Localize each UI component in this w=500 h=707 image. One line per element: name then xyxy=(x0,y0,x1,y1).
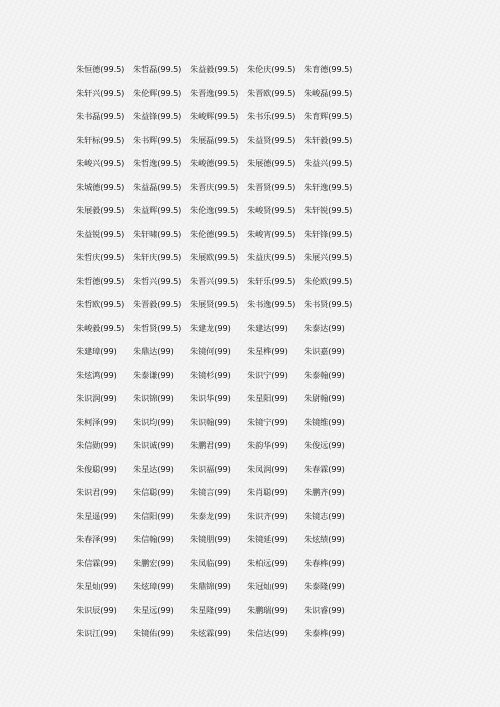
table-row xyxy=(76,270,361,294)
name-cell xyxy=(304,246,361,270)
name-cell xyxy=(76,317,133,341)
name-cell xyxy=(247,129,304,153)
name-cell xyxy=(190,575,247,599)
name-cell xyxy=(190,270,247,294)
name-cell xyxy=(133,270,190,294)
name-cell xyxy=(76,599,133,623)
name-cell xyxy=(133,387,190,411)
name-entry: 朱信翰(99) xyxy=(133,534,174,544)
name-entry: 朱识嘉(99) xyxy=(304,346,345,356)
name-cell xyxy=(190,481,247,505)
name-cell xyxy=(304,317,361,341)
name-cell xyxy=(190,246,247,270)
name-cell xyxy=(304,481,361,505)
name-cell xyxy=(76,528,133,552)
table-row xyxy=(76,129,361,153)
name-entry: 朱晋欧(99.5) xyxy=(247,87,296,98)
name-cell xyxy=(247,152,304,176)
table-row xyxy=(76,152,361,176)
name-entry: 朱伦逸(99.5) xyxy=(190,205,239,215)
name-cell xyxy=(76,270,133,294)
name-cell xyxy=(76,199,133,223)
name-entry: 朱春泽(99) xyxy=(76,534,117,544)
name-cell xyxy=(190,505,247,529)
name-cell xyxy=(133,58,190,82)
name-cell xyxy=(304,293,361,317)
name-cell xyxy=(76,152,133,176)
name-cell xyxy=(133,152,190,176)
name-entry: 朱柏远(99) xyxy=(247,557,288,568)
name-cell xyxy=(247,364,304,388)
name-entry: 朱晋毅(99.5) xyxy=(133,299,182,309)
name-entry: 朱轩啸(99.5) xyxy=(133,228,182,239)
name-entry: 朱鹏瑞(99) xyxy=(247,604,288,615)
name-cell xyxy=(304,129,361,153)
name-entry: 朱峻兴(99.5) xyxy=(76,158,125,168)
name-entry: 朱轩毅(99.5) xyxy=(304,134,353,145)
name-cell xyxy=(133,317,190,341)
name-entry: 朱书逸(99.5) xyxy=(247,299,296,309)
name-cell xyxy=(304,270,361,294)
name-entry: 朱伦庆(99.5) xyxy=(247,64,296,74)
table-row xyxy=(76,199,361,223)
name-cell xyxy=(190,552,247,576)
name-entry: 朱尉翰(99) xyxy=(304,393,345,403)
name-entry: 朱哲兴(99.5) xyxy=(133,275,182,286)
name-entry: 朱鹏君(99) xyxy=(190,440,231,450)
name-entry: 朱伦欧(99.5) xyxy=(304,275,353,286)
table-row xyxy=(76,317,361,341)
name-cell xyxy=(76,58,133,82)
name-cell xyxy=(247,82,304,106)
name-entry: 朱益锐(99.5) xyxy=(76,228,125,239)
name-entry: 朱春霖(99) xyxy=(304,463,345,474)
name-entry: 朱哲德(99.5) xyxy=(76,275,125,286)
name-cell xyxy=(133,411,190,435)
table-row xyxy=(76,387,361,411)
name-cell xyxy=(133,458,190,482)
table-row xyxy=(76,411,361,435)
name-entry: 朱识华(99) xyxy=(190,393,231,403)
name-cell xyxy=(304,528,361,552)
name-cell xyxy=(247,505,304,529)
name-entry: 朱镜延(99) xyxy=(247,534,288,544)
name-cell xyxy=(76,481,133,505)
name-entry: 朱泰龙(99) xyxy=(190,510,231,521)
name-cell xyxy=(247,270,304,294)
name-cell xyxy=(76,434,133,458)
name-entry: 朱星灿(99) xyxy=(76,581,117,591)
name-entry: 朱育德(99.5) xyxy=(304,64,353,74)
name-cell xyxy=(76,364,133,388)
name-cell xyxy=(190,458,247,482)
name-entry: 朱城德(99.5) xyxy=(76,181,125,192)
name-entry: 朱星达(99) xyxy=(133,463,174,474)
name-entry: 朱泰谦(99) xyxy=(133,369,174,380)
name-entry: 朱益磊(99.5) xyxy=(133,181,182,192)
name-cell xyxy=(133,176,190,200)
name-entry: 朱识翰(99) xyxy=(190,416,231,427)
table-row xyxy=(76,246,361,270)
name-entry: 朱峻磊(99.5) xyxy=(304,87,353,98)
name-cell xyxy=(247,176,304,200)
name-entry: 朱泰隆(99) xyxy=(304,581,345,591)
name-entry: 朱哲欧(99.5) xyxy=(76,299,125,309)
name-entry: 朱识诚(99) xyxy=(133,440,174,450)
name-entry: 朱肖聪(99) xyxy=(247,487,288,497)
name-entry: 朱信聪(99) xyxy=(133,487,174,497)
name-cell xyxy=(133,105,190,129)
name-cell xyxy=(76,458,133,482)
name-entry: 朱轩锋(99.5) xyxy=(304,228,353,239)
name-cell xyxy=(247,58,304,82)
name-cell xyxy=(76,82,133,106)
name-cell xyxy=(133,599,190,623)
table-row xyxy=(76,105,361,129)
name-cell xyxy=(247,387,304,411)
name-cell xyxy=(304,622,361,646)
name-cell xyxy=(190,528,247,552)
name-cell xyxy=(76,387,133,411)
table-row xyxy=(76,176,361,200)
name-cell xyxy=(190,176,247,200)
name-cell xyxy=(304,340,361,364)
name-cell xyxy=(304,364,361,388)
name-entry: 朱凤润(99) xyxy=(247,463,288,474)
name-entry: 朱展欧(99.5) xyxy=(190,252,239,262)
name-cell xyxy=(304,176,361,200)
name-entry: 朱哲贤(99.5) xyxy=(133,322,182,333)
table-row xyxy=(76,82,361,106)
name-cell xyxy=(190,387,247,411)
name-cell xyxy=(247,105,304,129)
name-cell xyxy=(304,599,361,623)
name-entry: 朱建龙(99) xyxy=(190,322,231,333)
table-row xyxy=(76,293,361,317)
name-cell xyxy=(76,293,133,317)
name-cell xyxy=(247,599,304,623)
name-entry: 朱益庆(99.5) xyxy=(247,252,296,262)
name-cell xyxy=(304,58,361,82)
name-entry: 朱冠灿(99) xyxy=(247,581,288,591)
name-entry: 朱峻辉(99.5) xyxy=(190,111,239,121)
name-entry: 朱识齐(99) xyxy=(247,510,288,521)
name-entry: 朱峻毅(99.5) xyxy=(76,322,125,333)
name-cell xyxy=(133,223,190,247)
name-cell xyxy=(133,505,190,529)
name-entry: 朱建璋(99) xyxy=(76,346,117,356)
name-cell xyxy=(304,199,361,223)
name-entry: 朱识润(99) xyxy=(76,393,117,403)
name-entry: 朱泰桦(99) xyxy=(304,628,345,638)
name-cell xyxy=(76,411,133,435)
name-cell xyxy=(247,552,304,576)
name-entry: 朱镜维(99) xyxy=(304,416,345,427)
name-entry: 朱展兴(99.5) xyxy=(304,252,353,262)
table-row xyxy=(76,528,361,552)
names-table xyxy=(76,58,361,646)
table-row xyxy=(76,599,361,623)
name-cell xyxy=(304,505,361,529)
name-cell xyxy=(133,434,190,458)
name-entry: 朱信霖(99) xyxy=(76,557,117,568)
name-cell xyxy=(247,528,304,552)
name-entry: 朱炫绩(99) xyxy=(304,534,345,544)
name-cell xyxy=(133,246,190,270)
name-entry: 朱炫璋(99) xyxy=(133,581,174,591)
name-cell xyxy=(76,176,133,200)
table-row xyxy=(76,434,361,458)
name-cell xyxy=(190,82,247,106)
name-entry: 朱泰翰(99) xyxy=(304,369,345,380)
name-entry: 朱识福(99) xyxy=(190,463,231,474)
name-entry: 朱益毅(99.5) xyxy=(190,64,239,74)
name-entry: 朱晋逸(99.5) xyxy=(190,87,239,98)
name-cell xyxy=(76,622,133,646)
name-cell xyxy=(133,129,190,153)
name-cell xyxy=(247,223,304,247)
name-cell xyxy=(190,411,247,435)
name-cell xyxy=(190,317,247,341)
name-entry: 朱炫鸿(99) xyxy=(76,369,117,380)
name-entry: 朱星桦(99) xyxy=(247,346,288,356)
name-cell xyxy=(133,340,190,364)
name-cell xyxy=(190,58,247,82)
name-cell xyxy=(304,223,361,247)
name-entry: 朱哲逸(99.5) xyxy=(133,158,182,168)
name-entry: 朱鼎锦(99) xyxy=(190,581,231,591)
name-entry: 朱展磊(99.5) xyxy=(190,134,239,145)
name-entry: 朱轩标(99.5) xyxy=(76,134,125,145)
table-row xyxy=(76,58,361,82)
name-cell xyxy=(247,481,304,505)
name-entry: 朱晋贤(99.5) xyxy=(247,181,296,192)
name-entry: 朱鼎达(99) xyxy=(133,346,174,356)
name-cell xyxy=(133,293,190,317)
name-cell xyxy=(190,364,247,388)
name-cell xyxy=(304,552,361,576)
name-entry: 朱识宁(99) xyxy=(247,369,288,380)
name-cell xyxy=(304,152,361,176)
table-row xyxy=(76,458,361,482)
name-entry: 朱展毅(99.5) xyxy=(76,205,125,215)
name-entry: 朱益锋(99.5) xyxy=(133,111,182,121)
name-cell xyxy=(133,364,190,388)
name-entry: 朱镜宁(99) xyxy=(247,416,288,427)
name-cell xyxy=(304,411,361,435)
table-row xyxy=(76,575,361,599)
name-entry: 朱泰达(99) xyxy=(304,322,345,333)
name-cell xyxy=(190,340,247,364)
name-entry: 朱镜志(99) xyxy=(304,510,345,521)
name-entry: 朱晋庆(99.5) xyxy=(190,181,239,192)
name-entry: 朱星远(99) xyxy=(133,604,174,615)
names-table-body xyxy=(76,58,361,646)
name-cell xyxy=(76,340,133,364)
name-entry: 朱轩庆(99.5) xyxy=(133,252,182,262)
name-entry: 朱益兴(99.5) xyxy=(304,158,353,168)
name-entry: 朱镜言(99) xyxy=(190,487,231,497)
name-entry: 朱书乐(99.5) xyxy=(247,111,296,121)
name-entry: 朱轩逸(99.5) xyxy=(304,181,353,192)
name-cell xyxy=(76,223,133,247)
name-entry: 朱俊聪(99) xyxy=(76,463,117,474)
name-cell xyxy=(190,293,247,317)
name-cell xyxy=(304,458,361,482)
name-entry: 朱镜朋(99) xyxy=(190,534,231,544)
name-entry: 朱建达(99) xyxy=(247,322,288,333)
name-entry: 朱星遥(99) xyxy=(76,510,117,521)
name-entry: 朱益辉(99.5) xyxy=(133,205,182,215)
name-entry: 朱识辰(99) xyxy=(76,604,117,615)
name-cell xyxy=(304,575,361,599)
name-entry: 朱展贤(99.5) xyxy=(190,299,239,309)
name-cell xyxy=(76,505,133,529)
name-cell xyxy=(247,317,304,341)
name-entry: 朱轩锐(99.5) xyxy=(304,205,353,215)
name-cell xyxy=(304,82,361,106)
table-row xyxy=(76,340,361,364)
name-cell xyxy=(76,105,133,129)
name-entry: 朱识君(99) xyxy=(76,487,117,497)
name-entry: 朱信勋(99) xyxy=(76,440,117,450)
name-cell xyxy=(133,575,190,599)
name-entry: 朱信达(99) xyxy=(247,628,288,638)
name-entry: 朱轩兴(99.5) xyxy=(76,87,125,98)
name-entry: 朱镜何(99) xyxy=(190,346,231,356)
name-entry: 朱育辉(99.5) xyxy=(304,111,353,121)
name-cell xyxy=(247,199,304,223)
name-cell xyxy=(247,575,304,599)
name-cell xyxy=(247,246,304,270)
name-cell xyxy=(190,599,247,623)
name-entry: 朱识均(99) xyxy=(133,416,174,427)
name-entry: 朱伦德(99.5) xyxy=(190,228,239,239)
name-entry: 朱鹏齐(99) xyxy=(304,487,345,497)
table-row xyxy=(76,622,361,646)
name-cell xyxy=(133,82,190,106)
name-entry: 朱峻贤(99.5) xyxy=(247,205,296,215)
name-entry: 朱书辉(99.5) xyxy=(133,134,182,145)
name-entry: 朱书磊(99.5) xyxy=(76,111,125,121)
name-cell xyxy=(304,387,361,411)
name-entry: 朱凤临(99) xyxy=(190,557,231,568)
name-entry: 朱炫霖(99) xyxy=(190,628,231,638)
name-entry: 朱镜佑(99) xyxy=(133,628,174,638)
name-entry: 朱识锦(99) xyxy=(133,393,174,403)
name-entry: 朱韵华(99) xyxy=(247,440,288,450)
name-entry: 朱鹏宏(99) xyxy=(133,557,174,568)
name-cell xyxy=(247,434,304,458)
name-entry: 朱星隆(99) xyxy=(190,604,231,615)
name-cell xyxy=(133,199,190,223)
name-cell xyxy=(190,622,247,646)
name-cell xyxy=(190,129,247,153)
name-entry: 朱柯泽(99) xyxy=(76,416,117,427)
name-cell xyxy=(76,575,133,599)
name-entry: 朱恒德(99.5) xyxy=(76,64,125,74)
name-cell xyxy=(304,434,361,458)
name-cell xyxy=(190,223,247,247)
name-cell xyxy=(190,434,247,458)
table-row xyxy=(76,552,361,576)
name-cell xyxy=(247,458,304,482)
name-entry: 朱俊远(99) xyxy=(304,440,345,450)
name-entry: 朱镜杉(99) xyxy=(190,369,231,380)
name-cell xyxy=(76,552,133,576)
name-cell xyxy=(76,246,133,270)
name-cell xyxy=(133,528,190,552)
name-cell xyxy=(76,129,133,153)
name-cell xyxy=(133,622,190,646)
name-cell xyxy=(133,552,190,576)
name-cell xyxy=(190,152,247,176)
name-cell xyxy=(247,340,304,364)
name-entry: 朱峻宵(99.5) xyxy=(247,228,296,239)
name-cell xyxy=(247,293,304,317)
table-row xyxy=(76,223,361,247)
name-cell xyxy=(190,199,247,223)
name-entry: 朱春桦(99) xyxy=(304,557,345,568)
name-entry: 朱伦辉(99.5) xyxy=(133,87,182,98)
table-row xyxy=(76,364,361,388)
name-entry: 朱书贤(99.5) xyxy=(304,299,353,309)
table-row xyxy=(76,481,361,505)
name-cell xyxy=(247,622,304,646)
name-entry: 朱信阳(99) xyxy=(133,510,174,521)
name-cell xyxy=(133,481,190,505)
name-cell xyxy=(247,411,304,435)
name-entry: 朱识江(99) xyxy=(76,628,117,638)
table-row xyxy=(76,505,361,529)
name-entry: 朱识睿(99) xyxy=(304,604,345,615)
name-entry: 朱哲庆(99.5) xyxy=(76,252,125,262)
name-entry: 朱星阳(99) xyxy=(247,393,288,403)
name-entry: 朱哲磊(99.5) xyxy=(133,64,182,74)
name-entry: 朱展德(99.5) xyxy=(247,158,296,168)
name-entry: 朱晋兴(99.5) xyxy=(190,275,239,286)
name-entry: 朱益贤(99.5) xyxy=(247,134,296,145)
name-entry: 朱轩乐(99.5) xyxy=(247,275,296,286)
name-entry: 朱峻德(99.5) xyxy=(190,158,239,168)
name-cell xyxy=(190,105,247,129)
name-cell xyxy=(304,105,361,129)
